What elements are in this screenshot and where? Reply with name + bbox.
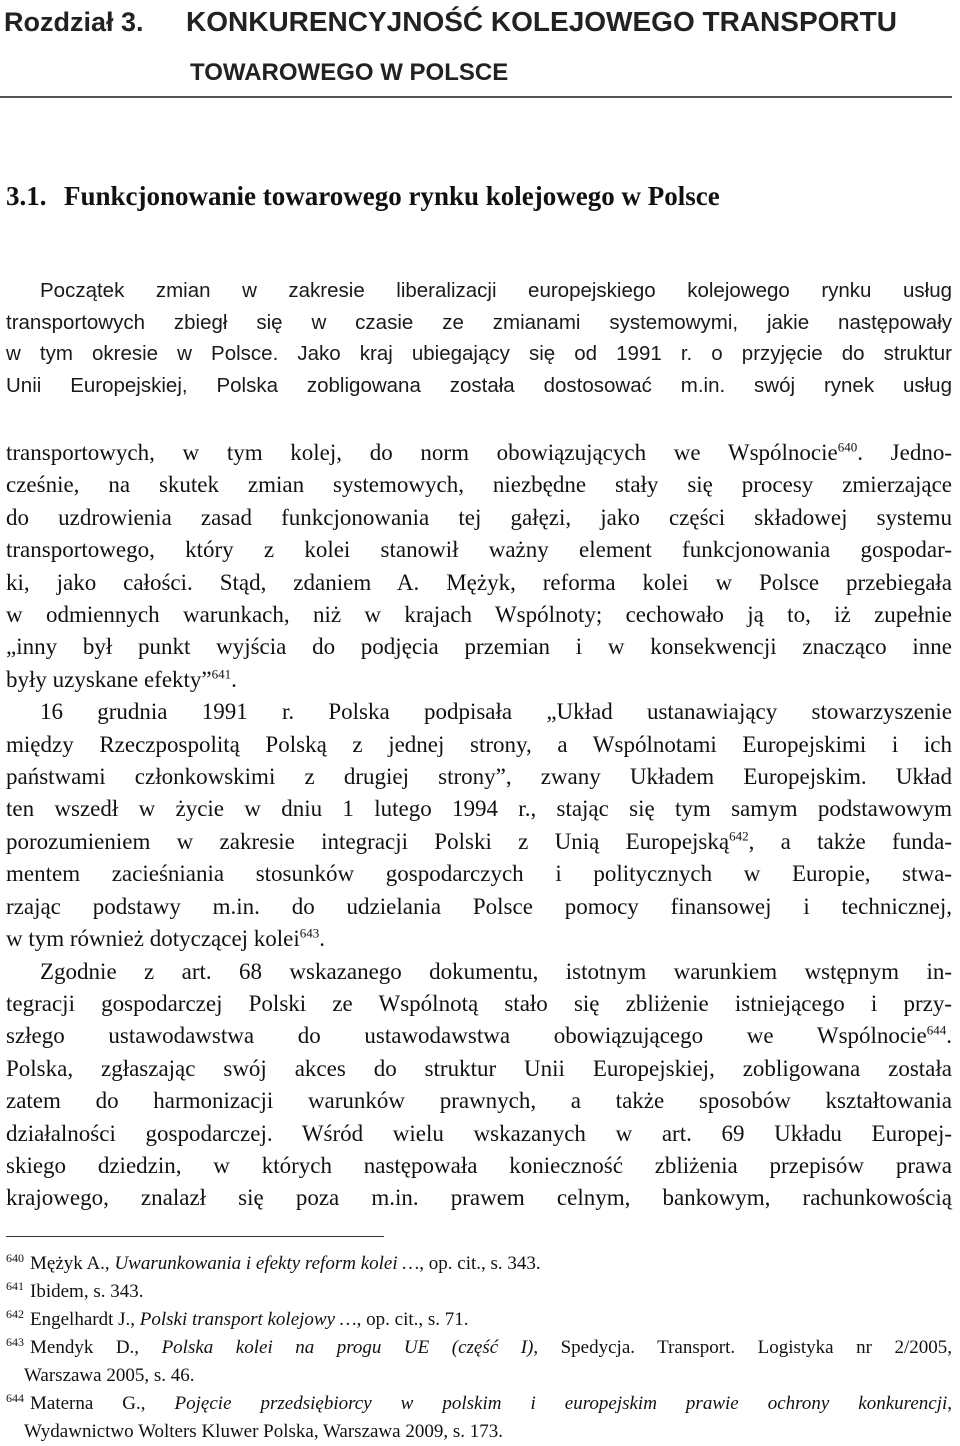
body-line: 16 grudnia 1991 r. Polska podpisała „Układ ustanawiający stowarzyszenie: [40, 699, 952, 725]
body-line: Zgodnie z art. 68 wskazanego dokumentu, istotnym warunkiem wstępnym in-: [40, 958, 952, 984]
footnote-644-continuation: Wydawnictwo Wolters Kluwer Polska, Warszawa 2009, s. 173.: [24, 1421, 503, 1442]
footnote-ref-644[interactable]: 644: [926, 1022, 947, 1038]
footnote-644: [6, 1390, 952, 1418]
body-text-run: szłego ustawodawstwa do ustawodawstwa obowiązującego we Wspólnocie: [6, 1023, 927, 1049]
body-line: krajowego, znalazł się poza m.in. prawem celnym, bankowym, rachunkowością: [6, 1185, 952, 1211]
footnotes: [6, 1250, 952, 1446]
footnote-643: [6, 1334, 952, 1362]
intro-line: w tym okresie w Polsce. Jako kraj ubiegający się od 1991 r. o przyjęcie do struktur: [6, 342, 952, 365]
body-line: Polska, zgłaszając swój akces do struktur Unii Europejskiej, zobligowana została: [6, 1055, 952, 1081]
footnote-author: Mężyk A.,: [30, 1253, 115, 1274]
body-text-run: transportowych, w tym kolej, do norm obowiązujących we Wspólnocie: [6, 440, 838, 465]
footnote-643-continuation: Warszawa 2005, s. 46.: [24, 1365, 195, 1386]
body-line: działalności gospodarczej. Wśród wielu wskazanych w art. 69 Układu Europej-: [6, 1120, 952, 1146]
section-heading: [6, 178, 952, 214]
body-line: ten wszedł w życie w dniu 1 lutego 1994 r., stając się tym samym podstawowym: [6, 796, 952, 822]
body-text-run: w tym również dotyczącej kolei: [6, 926, 300, 952]
footnote-author: Engelhardt J.,: [30, 1309, 140, 1330]
body-line: „inny był punkt wyjścia do podjęcia przemian i w konsekwencji znacząco inne: [6, 634, 952, 660]
chapter-heading-row: [4, 2, 950, 42]
section-number: 3.1.: [6, 181, 47, 211]
footnote-author: Ibidem, s. 343.: [30, 1281, 144, 1302]
footnote-number: 640: [6, 1250, 24, 1265]
body-text-run: porozumieniem w zakresie integracji Polski z Unią Europejską: [6, 828, 730, 854]
footnote-ref-643[interactable]: 643: [299, 925, 320, 941]
footnote-ref-641[interactable]: 641: [211, 666, 232, 682]
footnote-rest: , Spedycja. Transport. Logistyka nr 2/2005,: [533, 1337, 952, 1358]
body-text-run: były uzyskane efekty”: [6, 666, 212, 692]
body-line: państwami członkowskimi z drugiej strony”, zwany Układem Europejskim. Układ: [6, 764, 952, 790]
footnote-divider: [6, 1236, 384, 1237]
body-line: skiego dziedzin, w których następowała konieczność zbliżenia przepisów prawa: [6, 1152, 952, 1178]
footnote-title: Pojęcie przedsiębiorcy w polskim i europejskim prawie ochrony konkurencji: [174, 1393, 948, 1414]
intro-line: Unii Europejskiej, Polska zobligowana została dostosować m.in. swój rynek usług: [6, 373, 952, 397]
chapter-title-line1: KONKURENCYJNOŚĆ KOLEJOWEGO TRANSPORTU: [186, 6, 897, 37]
footnote-author: Materna G.,: [30, 1393, 175, 1414]
body-line: mentem zacieśniania stosunków gospodarczych i politycznych w Europie, stwa-: [6, 861, 952, 887]
footnote-ref-640[interactable]: 640: [837, 439, 858, 455]
body-line: [6, 923, 952, 955]
footnote-640: [6, 1250, 952, 1278]
body-line: zatem do harmonizacji warunków prawnych, a także sposobów kształtowania: [6, 1088, 952, 1114]
footnote-641: [6, 1278, 952, 1306]
footnote-rest: ,: [947, 1393, 953, 1414]
body-line: cześnie, na skutek zmian systemowych, niezbędne stały się procesy zmierzające: [6, 472, 952, 498]
body-line: tegracji gospodarczej Polski ze Wspólnotą stało się zbliżenie istniejącego i przy-: [6, 990, 952, 1016]
footnote-number: 642: [6, 1306, 24, 1321]
body-line: do uzdrowienia zasad funkcjonowania tej gałęzi, jako części składowej systemu: [6, 504, 952, 530]
footnote-ref-642[interactable]: 642: [729, 828, 749, 844]
footnote-642: [6, 1306, 952, 1334]
body-line: transportowego, który z kolei stanowił ważny element funkcjonowania gospodar-: [6, 537, 952, 563]
header-divider: [0, 96, 952, 98]
footnote-rest: , op. cit., s. 71.: [356, 1309, 469, 1330]
footnote-author: Mendyk D.,: [30, 1337, 162, 1358]
chapter-title-line2: TOWAROWEGO W POLSCE: [190, 59, 509, 86]
footnote-title: Uwarunkowania i efekty reform kolei …: [114, 1253, 420, 1274]
body-line: w odmiennych warunkach, niż w krajach Wspólnoty; cechowało ją to, iż zupełnie: [6, 602, 952, 628]
intro-line: Początek zmian w zakresie liberalizacji europejskiego kolejowego rynku usług: [40, 279, 952, 302]
body-line: ki, jako całości. Stąd, zdaniem A. Mężyk, reforma kolei w Polsce przebiegała: [6, 569, 952, 595]
footnote-number: 643: [6, 1334, 24, 1349]
body-line: [6, 664, 952, 696]
body-text-run: , a także funda-: [748, 828, 952, 854]
body-line: [6, 1020, 952, 1052]
body-text-run: .: [231, 666, 237, 692]
body-line: między Rzeczpospolitą Polską z jednej strony, a Wspólnotami Europejskimi i ich: [6, 731, 952, 757]
footnote-rest: , op. cit., s. 343.: [419, 1253, 541, 1274]
footnote-number: 644: [6, 1390, 24, 1405]
footnote-title: Polska kolei na progu UE (część I): [161, 1337, 534, 1358]
body-text-run: . Jedno-: [857, 440, 952, 465]
footnote-number: 641: [6, 1278, 24, 1293]
intro-paragraph: [6, 275, 952, 401]
body-line: [6, 826, 952, 858]
section-title: Funkcjonowanie towarowego rynku kolejowego w Polsce: [64, 181, 720, 211]
body-text-run: .: [946, 1023, 952, 1049]
footnote-title: Polski transport kolejowy …: [139, 1309, 357, 1330]
body-line: rzając podstawy m.in. do udzielania Polsce pomocy finansowej i technicznej,: [6, 893, 952, 919]
chapter-label: Rozdział 3.: [4, 7, 144, 37]
body-line: [6, 437, 952, 469]
body-text-run: .: [319, 926, 326, 952]
intro-line: transportowych zbiegł się w czasie ze zmianami systemowymi, jakie następowały: [6, 310, 952, 334]
chapter-header: [4, 2, 950, 90]
body-text: [6, 437, 952, 1215]
